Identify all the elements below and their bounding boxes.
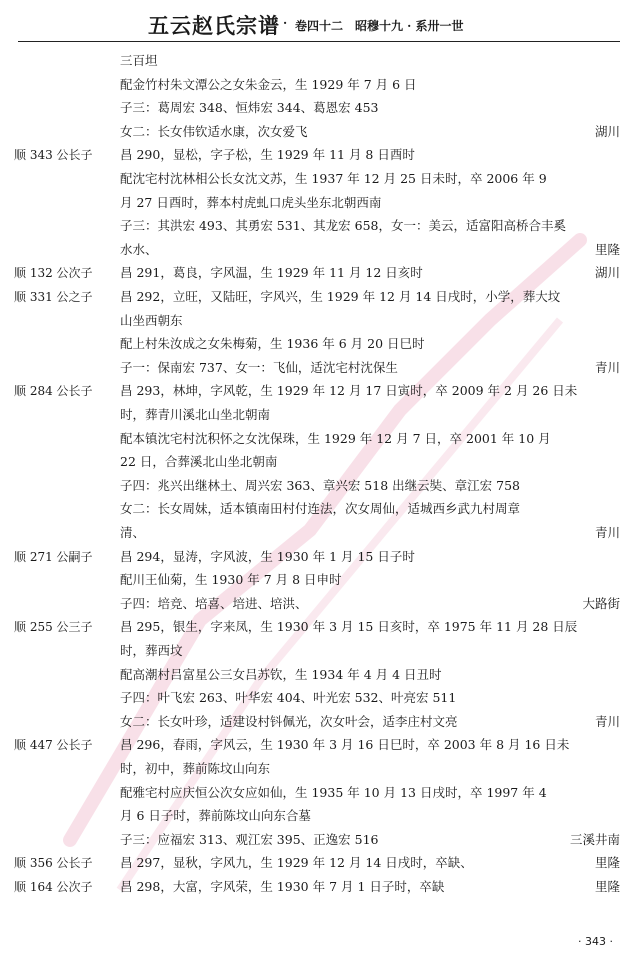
text-line bbox=[120, 262, 620, 284]
line-text: 子三：应福宏 313、观江宏 395、正逸宏 516 bbox=[120, 832, 379, 847]
entry-lineage-label: 顺 356 公长子 bbox=[14, 856, 93, 870]
residence-location: 大路街 bbox=[582, 596, 620, 611]
text-line bbox=[120, 852, 620, 874]
line-text: 配上村朱汝成之女朱梅菊，生 1936 年 6 月 20 日巳时 bbox=[120, 336, 425, 351]
page-number: · 343 · bbox=[578, 935, 613, 948]
line-text: 三百坦 bbox=[120, 53, 158, 68]
residence-location: 湖川 bbox=[594, 265, 620, 280]
line-text: 22 日，合葬溪北山坐北朝南 bbox=[120, 454, 278, 469]
line-text: 时，初中，葬前陈坟山向东 bbox=[120, 761, 271, 776]
line-text: 清、 bbox=[120, 525, 146, 540]
entry-lineage-label: 顺 132 公次子 bbox=[14, 266, 93, 280]
entry-lineage-label: 顺 284 公长子 bbox=[14, 384, 93, 398]
line-text: 女二：长女伟钦适水康，次女爱飞 bbox=[120, 124, 308, 139]
volume-label: 卷四十二 昭穆十九 · 系卅一世 bbox=[295, 19, 464, 33]
line-text: 昌 298，大富，字风荣，生 1930 年 7 月 1 日子时，卒缺 bbox=[120, 879, 445, 894]
text-line bbox=[120, 357, 620, 379]
text-line bbox=[120, 333, 620, 355]
text-line bbox=[120, 758, 620, 780]
text-line bbox=[120, 687, 620, 709]
header-rule bbox=[18, 41, 620, 42]
entry-lineage-label: 顺 271 公嗣子 bbox=[14, 550, 93, 564]
line-text: 配本镇沈宅村沈积怀之女沈保珠，生 1929 年 12 月 7 日，卒 2001 年 10 月 bbox=[120, 431, 551, 446]
page-title: 五云赵氏宗谱 bbox=[148, 13, 280, 38]
text-line bbox=[120, 782, 620, 804]
text-line bbox=[120, 380, 620, 402]
text-line bbox=[120, 428, 620, 450]
residence-location: 湖川 bbox=[594, 124, 620, 139]
line-text: 昌 294，显涛，字风波，生 1930 年 1 月 15 日子时 bbox=[120, 549, 415, 564]
text-line bbox=[120, 664, 620, 686]
page-header bbox=[0, 8, 635, 38]
text-line bbox=[120, 616, 620, 638]
text-line bbox=[120, 121, 620, 143]
line-text: 配沈宅村沈林相公长女沈文苏，生 1937 年 12 月 25 日未时，卒 2006 年 9 bbox=[120, 171, 547, 186]
line-text: 子四：培竞、培喜、培进、培洪、 bbox=[120, 596, 308, 611]
line-text: 水水、 bbox=[120, 242, 158, 257]
residence-location: 青川 bbox=[594, 714, 620, 729]
entry-lineage-label: 顺 343 公长子 bbox=[14, 148, 93, 162]
text-line bbox=[120, 522, 620, 544]
text-line bbox=[120, 144, 620, 166]
text-line bbox=[120, 404, 620, 426]
text-line bbox=[120, 97, 620, 119]
residence-location: 里隆 bbox=[594, 242, 620, 257]
text-line bbox=[120, 50, 620, 72]
entry-lineage-label: 顺 164 公次子 bbox=[14, 880, 93, 894]
text-line bbox=[120, 74, 620, 96]
line-text: 女二：长女周妹，适本镇南田村付连法，次女周仙，适城西乡武九村周章 bbox=[120, 501, 521, 516]
line-text: 女二：长女叶珍，适建设村钭佩光，次女叶会，适李庄村文亮 bbox=[120, 714, 458, 729]
text-line bbox=[120, 734, 620, 756]
residence-location: 青川 bbox=[594, 360, 620, 375]
entry-lineage-label: 顺 331 公之子 bbox=[14, 290, 93, 304]
text-line bbox=[120, 546, 620, 568]
text-line bbox=[120, 475, 620, 497]
line-text: 昌 297，显秋，字风九，生 1929 年 12 月 14 日戌时，卒缺、 bbox=[120, 855, 473, 870]
line-text: 山坐西朝东 bbox=[120, 313, 183, 328]
text-line bbox=[120, 239, 620, 261]
residence-location: 里隆 bbox=[594, 879, 620, 894]
line-text: 子三：葛周宏 348、恒炜宏 344、葛恩宏 453 bbox=[120, 100, 379, 115]
residence-location: 里隆 bbox=[594, 855, 620, 870]
line-text: 时，葬青川溪北山坐北朝南 bbox=[120, 407, 271, 422]
title-separator: · bbox=[283, 16, 288, 30]
text-line bbox=[120, 805, 620, 827]
line-text: 昌 295，银生，字来凤，生 1930 年 3 月 15 日亥时，卒 1975 年 11 月 28 日辰 bbox=[120, 619, 578, 634]
text-line bbox=[120, 451, 620, 473]
line-text: 昌 290，显松，字子松，生 1929 年 11 月 8 日酉时 bbox=[120, 147, 415, 162]
text-line bbox=[120, 569, 620, 591]
text-line bbox=[120, 593, 620, 615]
line-text: 配雅宅村应庆恒公次女应如仙，生 1935 年 10 月 13 日戌时，卒 1997 年 4 bbox=[120, 785, 547, 800]
line-text: 月 27 日酉时，葬本村虎虬口虎头坐东北朝西南 bbox=[120, 195, 382, 210]
residence-location: 青川 bbox=[594, 525, 620, 540]
text-line bbox=[120, 876, 620, 898]
line-text: 月 6 日子时，葬前陈坟山向东合墓 bbox=[120, 808, 311, 823]
entry-lineage-label: 顺 255 公三子 bbox=[14, 620, 93, 634]
line-text: 子四：兆兴出继林土、周兴宏 363、章兴宏 518 出继云奘、章江宏 758 bbox=[120, 478, 520, 493]
line-text: 时，葬西坟 bbox=[120, 643, 183, 658]
text-line bbox=[120, 215, 620, 237]
text-line bbox=[120, 829, 620, 851]
text-line bbox=[120, 286, 620, 308]
line-text: 配高潮村吕富星公三女吕苏钦，生 1934 年 4 月 4 日丑时 bbox=[120, 667, 442, 682]
text-line bbox=[120, 640, 620, 662]
line-text: 配金竹村朱文潭公之女朱金云，生 1929 年 7 月 6 日 bbox=[120, 77, 417, 92]
line-text: 子三：其洪宏 493、其勇宏 531、其龙宏 658，女一：美云，适富阳高桥合丰奚 bbox=[120, 218, 566, 233]
text-line bbox=[120, 498, 620, 520]
line-text: 昌 292，立旺，又陆旺，字风兴，生 1929 年 12 月 14 日戌时，小学，葬大坟 bbox=[120, 289, 561, 304]
text-line bbox=[120, 192, 620, 214]
line-text: 配川王仙菊，生 1930 年 7 月 8 日申时 bbox=[120, 572, 342, 587]
text-line bbox=[120, 168, 620, 190]
text-line bbox=[120, 711, 620, 733]
line-text: 昌 291，葛良，字风温，生 1929 年 11 月 12 日亥时 bbox=[120, 265, 423, 280]
line-text: 昌 293，林坤，字风乾，生 1929 年 12 月 17 日寅时，卒 2009 年 2 月 26 日未 bbox=[120, 383, 578, 398]
line-text: 昌 296，春雨，字风云，生 1930 年 3 月 16 日巳时，卒 2003 年 8 月 16 日未 bbox=[120, 737, 570, 752]
entry-lineage-label: 顺 447 公长子 bbox=[14, 738, 93, 752]
text-line bbox=[120, 310, 620, 332]
line-text: 子一：保南宏 737、女一：飞仙，适沈宅村沈保生 bbox=[120, 360, 398, 375]
line-text: 子四：叶飞宏 263、叶华宏 404、叶光宏 532、叶亮宏 511 bbox=[120, 690, 457, 705]
residence-location: 三溪井南 bbox=[569, 832, 620, 847]
